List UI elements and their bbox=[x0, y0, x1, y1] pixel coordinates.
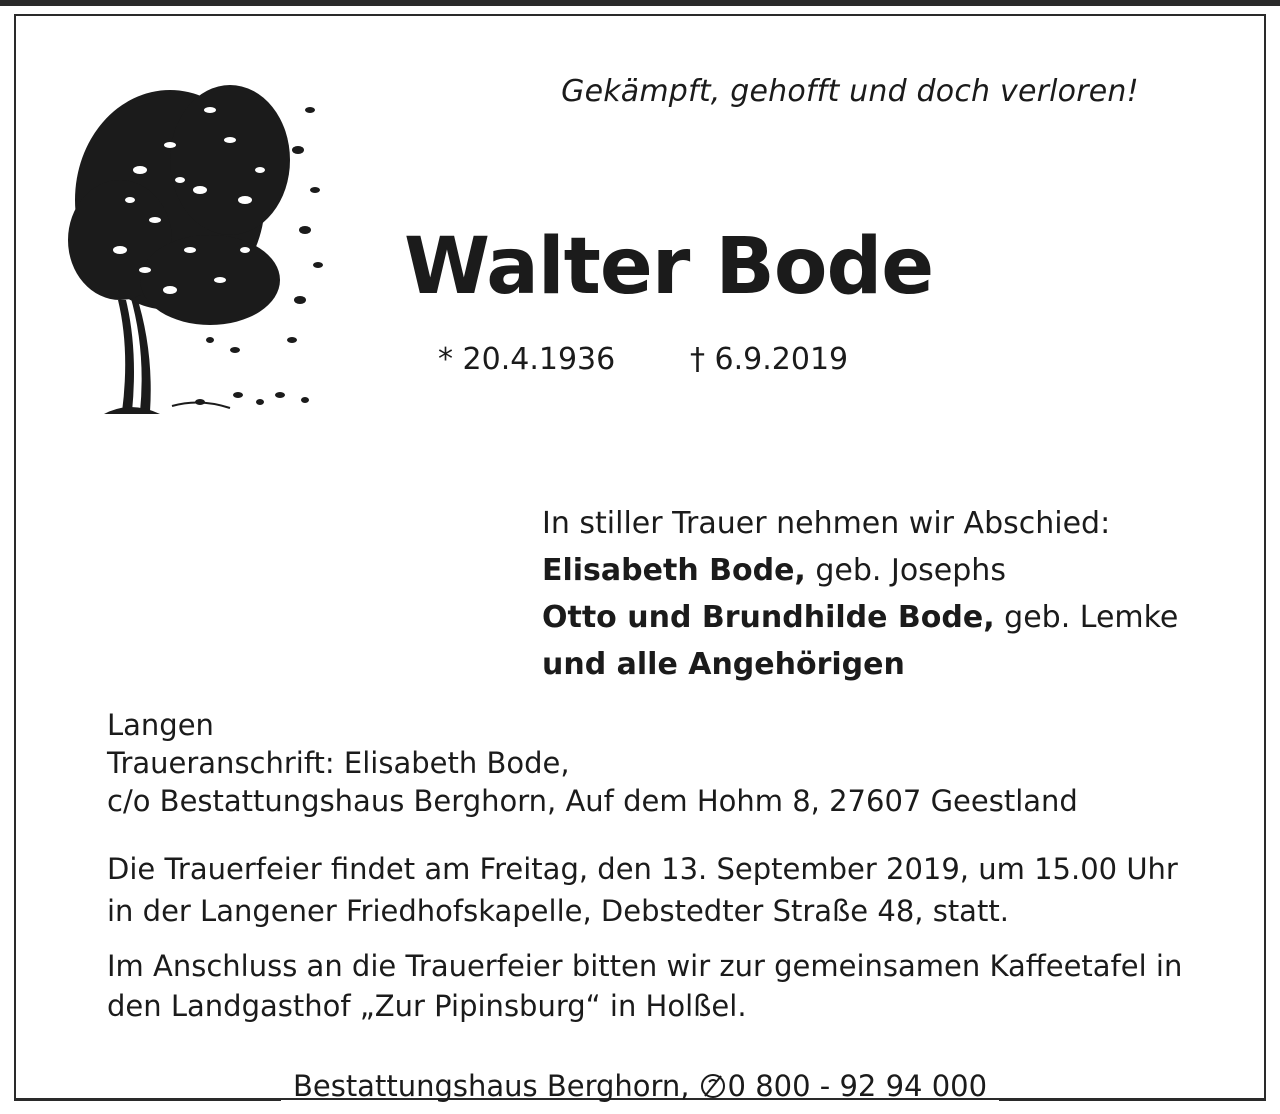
mourner-2-name: Otto und Brundhilde Bode, bbox=[542, 600, 995, 635]
mourners-others: und alle Angehörigen bbox=[542, 647, 905, 682]
ceremony-line-2: in der Langener Friedhofskapelle, Debstedter Straße 48, statt. bbox=[107, 894, 1009, 928]
mourner-1-name: Elisabeth Bode, bbox=[542, 553, 806, 588]
top-border bbox=[0, 0, 1280, 6]
reception-info bbox=[107, 946, 1182, 1026]
footer-company: Bestattungshaus Berghorn, bbox=[292, 1069, 690, 1103]
death-date: † 6.9.2019 bbox=[690, 342, 849, 377]
deceased-name: Walter Bode bbox=[404, 222, 934, 312]
reception-line-2: den Landgasthof „Zur Pipinsburg“ in Holßel. bbox=[107, 989, 747, 1023]
mourner-1 bbox=[542, 547, 1178, 594]
mourners-intro: In stiller Trauer nehmen wir Abschied: bbox=[542, 506, 1111, 541]
address-line-1: Traueranschrift: Elisabeth Bode, bbox=[107, 746, 570, 780]
address-place: Langen bbox=[107, 708, 214, 742]
mourner-2-note: geb. Lemke bbox=[994, 600, 1179, 635]
ceremony-line-1: Die Trauerfeier findet am Freitag, den 13. September 2019, um 15.00 Uhr bbox=[107, 852, 1178, 886]
mourners-block bbox=[542, 500, 1178, 688]
footer-divider-left bbox=[14, 1099, 281, 1101]
birth-date: * 20.4.1936 bbox=[438, 342, 616, 377]
mourner-2 bbox=[542, 594, 1178, 641]
address-line-2: c/o Bestattungshaus Berghorn, Auf dem Hohm 8, 27607 Geestland bbox=[107, 784, 1078, 818]
footer-phone[interactable]: 0 800 - 92 94 000 bbox=[727, 1069, 988, 1103]
phone-handset-icon bbox=[700, 1072, 726, 1100]
motto-text: Gekämpft, gehofft und doch verloren! bbox=[561, 74, 1139, 109]
footer bbox=[0, 1066, 1280, 1106]
footer-divider-right bbox=[999, 1099, 1266, 1101]
mourner-1-note: geb. Josephs bbox=[805, 553, 1006, 588]
reception-line-1: Im Anschluss an die Trauerfeier bitten wir zur gemeinsamen Kaffeetafel in bbox=[107, 949, 1183, 983]
tree-icon bbox=[60, 50, 330, 420]
mourning-address bbox=[107, 706, 1078, 820]
ceremony-info bbox=[107, 848, 1178, 932]
